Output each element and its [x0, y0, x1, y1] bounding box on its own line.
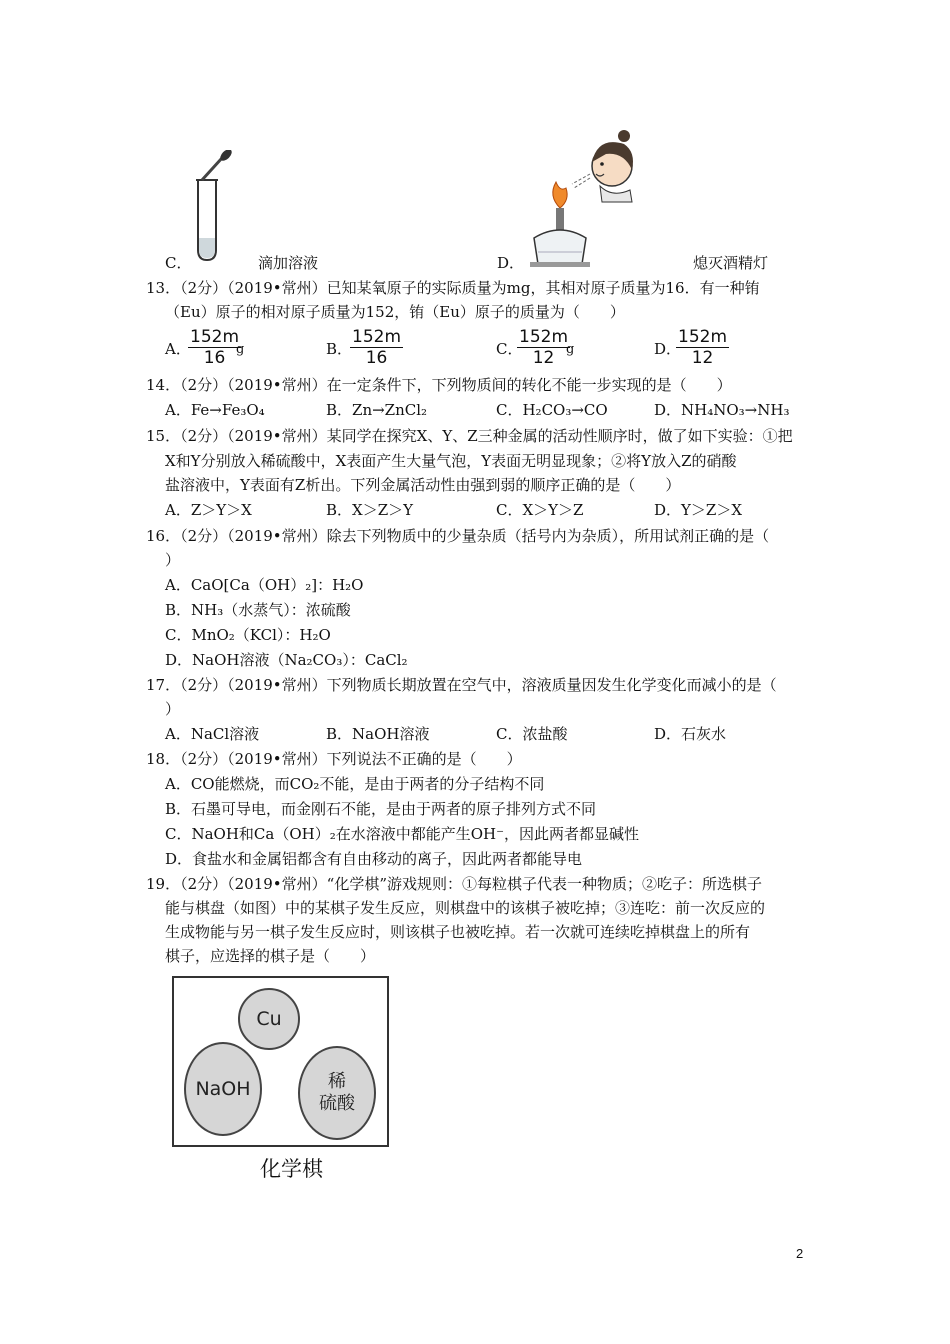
page-number: 2 [796, 1246, 804, 1261]
q14-option-b: B．Zn→ZnCl₂ [326, 401, 428, 419]
q18-stem: 18．（2分）（2019•常州）下列说法不正确的是（ ） [146, 750, 522, 768]
q15-option-d: D．Y＞Z＞X [654, 501, 743, 519]
q19-stem-line2: 能与棋盘（如图）中的某棋子发生反应，则棋盘中的该棋子被吃掉；③连吃：前一次反应的 [165, 899, 766, 917]
q13-option-c-fraction [517, 327, 570, 368]
q13-option-b-fraction [350, 327, 403, 368]
q18-option-b: B．石墨可导电，而金刚石不能，是由于两者的原子排列方式不同 [165, 800, 597, 818]
q14-stem: 14．（2分）（2019•常州）在一定条件下，下列物质间的转化不能一步实现的是（ ） [146, 376, 732, 394]
q18-option-a: A．CO能燃烧，而CO₂不能，是由于两者的分子结构不同 [165, 775, 545, 793]
alcohol-lamp-figure [520, 126, 640, 271]
piece-cu-label: Cu [256, 1008, 282, 1030]
q19-stem-line1: 19．（2分）（2019•常州）“化学棋”游戏规则：①每粒棋子代表一种物质；②吃子：所选棋子 [146, 875, 762, 893]
q16-option-b: B．NH₃（水蒸气）：浓硫酸 [165, 601, 351, 619]
q13-option-b-label: B． [326, 340, 353, 358]
q15-stem-line1: 15．（2分）（2019•常州）某同学在探究X、Y、Z三种金属的活动性顺序时，做了如下实验：①把 [146, 427, 793, 445]
q13-option-c-unit: g [566, 342, 575, 357]
q16-stem-line2: ） [165, 551, 181, 569]
piece-acid-label-2: 硫酸 [319, 1093, 355, 1114]
q13-option-c-numerator: 152m [519, 327, 569, 347]
q12-option-d-text: 熄灭酒精灯 [693, 254, 769, 272]
q13-stem-line2: （Eu）原子的相对原子质量为152，铕（Eu）原子的质量为（ ） [165, 303, 625, 321]
q16-option-c: C．MnO₂（KCl）：H₂O [165, 626, 331, 644]
chemistry-chess-board [172, 976, 389, 1147]
piece-acid-label-1: 稀 [328, 1071, 346, 1092]
q17-option-d: D．石灰水 [654, 725, 727, 743]
q12-option-c-label: C． [165, 254, 192, 272]
q17-option-b: B．NaOH溶液 [326, 725, 430, 743]
q12-option-c-text: 滴加溶液 [258, 254, 319, 272]
q13-option-a-label: A． [165, 340, 191, 358]
q13-option-a-denominator: 16 [203, 348, 226, 368]
q13-option-b-numerator: 152m [352, 327, 402, 347]
q14-option-a: A．Fe→Fe₃O₄ [165, 401, 265, 419]
q13-option-d-numerator: 152m [678, 327, 728, 347]
q13-option-d-fraction [676, 327, 729, 368]
q12-option-d-label: D． [497, 254, 525, 272]
q16-option-d: D．NaOH溶液（Na₂CO₃）：CaCl₂ [165, 651, 408, 669]
q17-stem-line1: 17．（2分）（2019•常州）下列物质长期放置在空气中，溶液质量因发生化学变化而减小的是（ [146, 676, 777, 694]
piece-dilute-sulfuric-acid [298, 1046, 376, 1140]
q17-option-c: C．浓盐酸 [496, 725, 568, 743]
q18-option-d: D．食盐水和金属铝都含有自由移动的离子，因此两者都能导电 [165, 850, 583, 868]
q14-option-c: C．H₂CO₃→CO [496, 401, 608, 419]
q15-option-a: A．Z＞Y＞X [165, 501, 252, 519]
test-tube-dropper-figure [188, 150, 248, 265]
q13-option-c-label: C． [496, 340, 523, 358]
piece-cu [238, 988, 300, 1050]
q19-stem-line4: 棋子，应选择的棋子是（ ） [165, 947, 376, 965]
q13-option-d-denominator: 12 [691, 348, 714, 368]
piece-naoh-label: NaOH [195, 1078, 251, 1100]
q15-option-c: C．X＞Y＞Z [496, 501, 584, 519]
q15-stem-line2: X和Y分别放入稀硫酸中，X表面产生大量气泡，Y表面无明显现象；②将Y放入Z的硝酸 [165, 452, 737, 470]
q13-option-d-label: D． [654, 340, 682, 358]
q15-stem-line3: 盐溶液中，Y表面有Z析出。下列金属活动性由强到弱的顺序正确的是（ ） [165, 476, 681, 494]
q16-stem-line1: 16．（2分）（2019•常州）除去下列物质中的少量杂质（括号内为杂质），所用试剂正确的是（ [146, 527, 770, 545]
q13-option-c-denominator: 12 [532, 348, 555, 368]
board-caption: 化学棋 [260, 1157, 323, 1181]
q13-option-b-denominator: 16 [365, 348, 388, 368]
q13-stem-line1: 13．（2分）（2019•常州）已知某氧原子的实际质量为mg，其相对原子质量为16．有一种铕 [146, 279, 760, 297]
q13-option-a-unit: g [236, 342, 245, 357]
q14-option-d: D．NH₄NO₃→NH₃ [654, 401, 790, 419]
q17-stem-line2: ） [165, 700, 181, 718]
q15-option-b: B．X＞Z＞Y [326, 501, 414, 519]
q13-option-a-fraction [188, 327, 241, 368]
q18-option-c: C．NaOH和Ca（OH）₂在水溶液中都能产生OH⁻，因此两者都显碱性 [165, 825, 640, 843]
q19-stem-line3: 生成物能与另一棋子发生反应时，则该棋子也被吃掉。若一次就可连续吃掉棋盘上的所有 [165, 923, 751, 941]
q17-option-a: A．NaCl溶液 [165, 725, 260, 743]
piece-naoh [184, 1042, 262, 1136]
q16-option-a: A．CaO[Ca（OH）₂]：H₂O [165, 576, 364, 594]
q13-option-a-numerator: 152m [190, 327, 240, 347]
